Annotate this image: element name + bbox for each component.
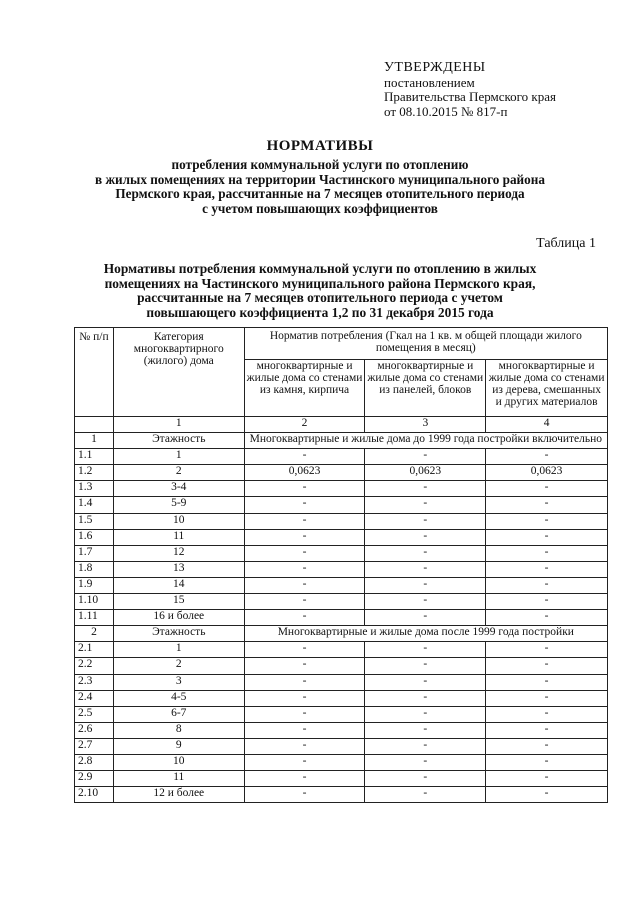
table-row — [75, 465, 608, 481]
table-row — [75, 787, 608, 803]
row-value: - — [486, 771, 608, 787]
row-floors: 2 — [113, 658, 244, 674]
row-floors: 13 — [113, 561, 244, 577]
row-number: 2.4 — [75, 690, 114, 706]
row-value: - — [365, 754, 486, 770]
row-value: - — [486, 497, 608, 513]
approval-stamp — [384, 61, 556, 119]
header-stone-brick: многоквартирные и жилые дома со стенами из камня, кирпича — [244, 360, 365, 417]
document-title: НОРМАТИВЫ — [266, 138, 374, 154]
row-number: 2.9 — [75, 771, 114, 787]
table-row — [75, 674, 608, 690]
table-label: Таблица 1 — [536, 236, 596, 251]
header-num: № п/п — [75, 328, 114, 417]
row-value: - — [486, 577, 608, 593]
row-value: - — [244, 642, 365, 658]
norms-table — [74, 327, 608, 803]
row-value: - — [486, 481, 608, 497]
table-row — [75, 722, 608, 738]
row-value: 0,0623 — [486, 465, 608, 481]
table-row — [75, 754, 608, 770]
row-value: - — [244, 577, 365, 593]
table-row — [75, 529, 608, 545]
row-value: - — [244, 771, 365, 787]
row-value: - — [486, 642, 608, 658]
section-title: Многоквартирные и жилые дома после 1999 года постройки — [244, 626, 607, 642]
row-value: - — [244, 529, 365, 545]
row-value: - — [365, 449, 486, 465]
header-panel-block: многоквартирные и жилые дома со стенами из панелей, блоков — [365, 360, 486, 417]
row-value: - — [486, 706, 608, 722]
row-value: - — [244, 658, 365, 674]
row-value: - — [365, 481, 486, 497]
table-row — [75, 642, 608, 658]
document-subtitle: потребления коммунальной услуги по отоплению в жилых помещениях на территории Частинского муниципального района Пермского края, рассчитанные на 7 месяцев отопительного периода с учетом повышающих коэффициентов — [95, 157, 545, 216]
row-floors: 10 — [113, 513, 244, 529]
row-value: - — [244, 610, 365, 626]
table-row — [75, 545, 608, 561]
table-row — [75, 561, 608, 577]
row-value: - — [365, 577, 486, 593]
section-row — [75, 626, 608, 642]
row-value: - — [365, 771, 486, 787]
row-value: - — [244, 513, 365, 529]
row-value: - — [244, 497, 365, 513]
approval-heading: УТВЕРЖДЕНЫ — [384, 60, 486, 75]
header-category: Категория многоквартирного (жилого) дома — [113, 328, 244, 417]
row-floors: 5-9 — [113, 497, 244, 513]
row-value: - — [486, 449, 608, 465]
row-number: 1.2 — [75, 465, 114, 481]
row-number: 1.3 — [75, 481, 114, 497]
row-value: - — [365, 722, 486, 738]
table-header-row — [75, 328, 608, 360]
row-number: 2.2 — [75, 658, 114, 674]
approval-date: от 08.10.2015 № 817-п — [384, 103, 508, 119]
row-value: - — [486, 545, 608, 561]
section-title: Многоквартирные и жилые дома до 1999 года постройки включительно — [244, 433, 607, 449]
table-row — [75, 690, 608, 706]
row-number: 1.1 — [75, 449, 114, 465]
row-value: - — [486, 754, 608, 770]
row-floors: 15 — [113, 594, 244, 610]
row-value: - — [244, 481, 365, 497]
row-value: - — [244, 787, 365, 803]
row-value: - — [486, 610, 608, 626]
row-value: - — [244, 722, 365, 738]
row-number: 2.6 — [75, 722, 114, 738]
row-value: - — [365, 738, 486, 754]
row-floors: 9 — [113, 738, 244, 754]
approval-line: постановлением — [384, 74, 475, 90]
row-floors: 12 и более — [113, 787, 244, 803]
table-row — [75, 497, 608, 513]
row-number: 2.5 — [75, 706, 114, 722]
row-value: - — [244, 674, 365, 690]
row-floors: 1 — [113, 642, 244, 658]
row-number: 1.4 — [75, 497, 114, 513]
row-value: - — [486, 787, 608, 803]
row-number: 2.8 — [75, 754, 114, 770]
row-value: - — [365, 513, 486, 529]
section-number: 1 — [75, 433, 114, 449]
row-number: 1.9 — [75, 577, 114, 593]
row-value: - — [486, 529, 608, 545]
row-number: 2.10 — [75, 787, 114, 803]
row-floors: 12 — [113, 545, 244, 561]
table-row — [75, 577, 608, 593]
row-floors: 4-5 — [113, 690, 244, 706]
header-norm: Норматив потребления (Гкал на 1 кв. м общей площади жилого помещения в месяц) — [244, 328, 607, 360]
row-value: - — [244, 594, 365, 610]
column-index-row: 1 2 3 4 — [75, 417, 608, 433]
row-value: - — [486, 722, 608, 738]
row-value: - — [365, 706, 486, 722]
row-value: - — [365, 545, 486, 561]
row-floors: 16 и более — [113, 610, 244, 626]
row-floors: 8 — [113, 722, 244, 738]
table-row — [75, 738, 608, 754]
row-value: - — [365, 658, 486, 674]
row-value: - — [365, 594, 486, 610]
row-value: - — [365, 529, 486, 545]
row-floors: 1 — [113, 449, 244, 465]
row-value: - — [365, 561, 486, 577]
row-value: - — [365, 610, 486, 626]
table-row — [75, 449, 608, 465]
row-value: 0,0623 — [365, 465, 486, 481]
row-floors: 11 — [113, 771, 244, 787]
row-value: - — [486, 674, 608, 690]
row-number: 1.11 — [75, 610, 114, 626]
row-value: - — [365, 674, 486, 690]
row-floors: 10 — [113, 754, 244, 770]
section-row — [75, 433, 608, 449]
row-value: - — [365, 497, 486, 513]
row-number: 2.7 — [75, 738, 114, 754]
row-floors: 2 — [113, 465, 244, 481]
row-number: 1.7 — [75, 545, 114, 561]
row-number: 1.8 — [75, 561, 114, 577]
row-value: - — [486, 561, 608, 577]
table-row — [75, 481, 608, 497]
row-value: - — [486, 690, 608, 706]
row-floors: 3 — [113, 674, 244, 690]
section-category: Этажность — [113, 433, 244, 449]
row-value: - — [244, 449, 365, 465]
row-value: - — [244, 706, 365, 722]
row-value: - — [486, 658, 608, 674]
approval-line: Правительства Пермского края — [384, 89, 556, 104]
row-number: 1.10 — [75, 594, 114, 610]
row-value: - — [365, 690, 486, 706]
header-wood-mixed: многоквартирные и жилые дома со стенами из дерева, смешанных и других материалов — [486, 360, 608, 417]
table-row — [75, 513, 608, 529]
row-value: 0,0623 — [244, 465, 365, 481]
row-number: 1.6 — [75, 529, 114, 545]
row-number: 2.3 — [75, 674, 114, 690]
row-floors: 14 — [113, 577, 244, 593]
row-value: - — [244, 561, 365, 577]
row-number: 1.5 — [75, 513, 114, 529]
table-row — [75, 610, 608, 626]
section-category: Этажность — [113, 626, 244, 642]
row-value: - — [244, 690, 365, 706]
section-number: 2 — [75, 626, 114, 642]
row-value: - — [365, 642, 486, 658]
row-value: - — [486, 738, 608, 754]
table-title: Нормативы потребления коммунальной услуги по отоплению в жилых помещениях на Частинского муниципального района Пермского края, рассчитанные на 7 месяцев отопительного периода с учетом повышающего коэффициента 1,2 по 31 декабря 2015 года — [103, 261, 537, 320]
row-value: - — [244, 738, 365, 754]
table-row — [75, 771, 608, 787]
table-row — [75, 658, 608, 674]
table-row — [75, 706, 608, 722]
row-value: - — [244, 754, 365, 770]
table-row — [75, 594, 608, 610]
row-value: - — [244, 545, 365, 561]
row-floors: 11 — [113, 529, 244, 545]
row-number: 2.1 — [75, 642, 114, 658]
row-value: - — [365, 787, 486, 803]
row-floors: 6-7 — [113, 706, 244, 722]
row-floors: 3-4 — [113, 481, 244, 497]
row-value: - — [486, 594, 608, 610]
row-value: - — [486, 513, 608, 529]
